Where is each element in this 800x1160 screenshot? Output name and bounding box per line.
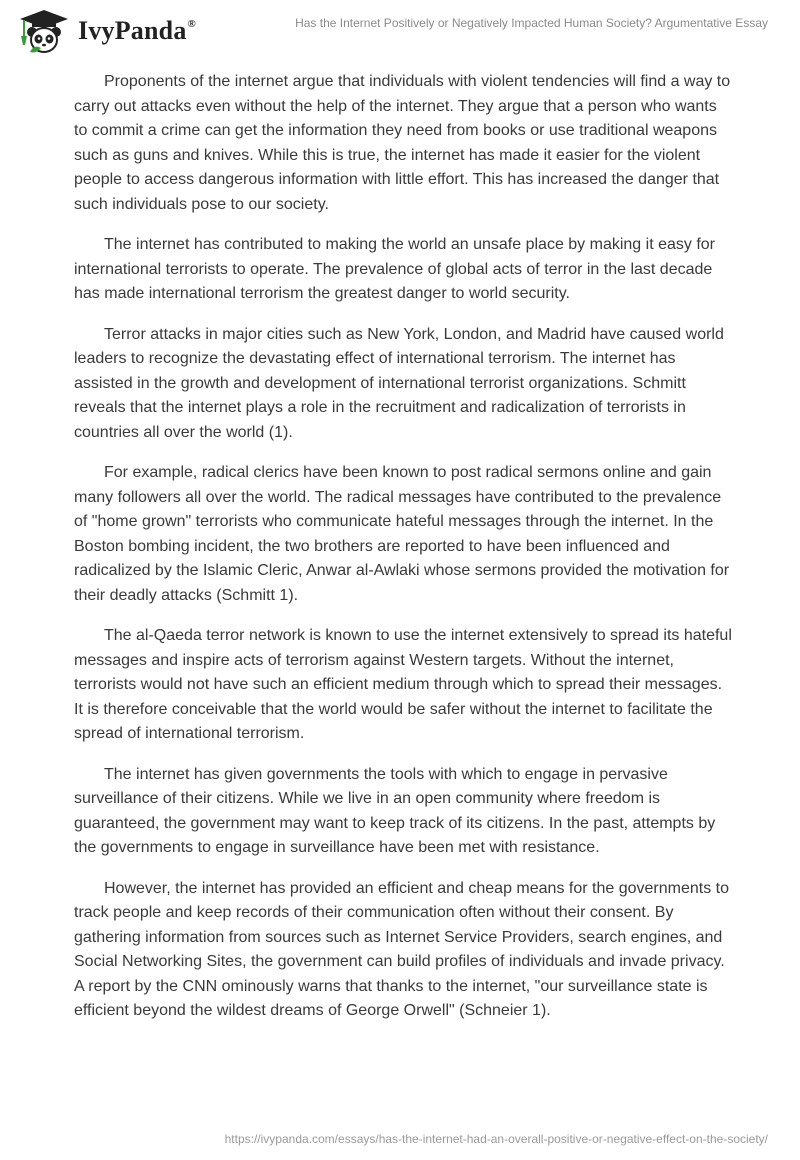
ivypanda-logo[interactable] — [16, 8, 196, 54]
paragraph: Proponents of the internet argue that individuals with violent tendencies will find a way to carry out attacks even without the help of the internet. They argue that a person who wants to commit a crime can get the information they need from books or use traditional weapons such as guns and knives. While this is true, the internet has made it easier for the violent people to access dangerous information with little effort. This has increased the danger that such individuals pose to our society. — [74, 73, 731, 213]
panda-graduate-icon — [16, 8, 72, 54]
registered-mark: ® — [187, 18, 196, 30]
document-title: Has the Internet Positively or Negatively Impacted Human Society? Argumentative Essay — [295, 16, 768, 30]
paragraph: However, the internet has provided an efficient and cheap means for the governments to track people and keep records of their communication often without their consent. By gathering information from sources such as Internet Service Providers, search engines, and Social Networking Sites, the government can build profiles of individuals and invade privacy. A report by the CNN ominously warns that thanks to the internet, "our surveillance state is efficient beyond the wildest dreams of George Orwell" (Schneier 1). — [74, 879, 729, 1019]
paragraph: For example, radical clerics have been known to post radical sermons online and gain many followers all over the world. The radical messages have contributed to the prevalence of "home grown" terrorists who communicate hateful messages through the internet. In the Boston bombing incident, the two brothers are reported to have been influenced and radicalized by the Islamic Cleric, Anwar al-Awlaki whose sermons provided the motivation for their deadly attacks (Schmitt 1). — [74, 464, 730, 604]
source-url[interactable]: https://ivypanda.com/essays/has-the-internet-had-an-overall-positive-or-negative-effect-on-the-society/ — [224, 1132, 768, 1146]
brand-name: IvyPanda® — [78, 16, 196, 45]
paragraph: The al-Qaeda terror network is known to use the internet extensively to spread its hateful messages and inspire acts of terrorism against Western targets. Without the internet, terrorists would not have such an efficient medium through which to spread their messages. It is therefore conceivable that the world would be safer without the internet to facilitate the spread of international terrorism. — [74, 627, 732, 742]
paragraph: The internet has given governments the tools with which to engage in pervasive surveillance of their citizens. While we live in an open community where freedom is guaranteed, the government may want to keep track of its citizens. In the past, attempts by the governments to engage in surveillance have been met with resistance. — [74, 765, 716, 856]
paragraph: Terror attacks in major cities such as New York, London, and Madrid have caused world leaders to recognize the devastating effect of international terrorism. The internet has assisted in the growth and development of international terrorist organizations. Schmitt reveals that the internet plays a role in the recruitment and radicalization of terrorists in countries all over the world (1). — [74, 325, 724, 441]
paragraph: The internet has contributed to making the world an unsafe place by making it easy for international terrorists to operate. The prevalence of global acts of terror in the last decade has made international terrorism the greatest danger to world security. — [74, 236, 716, 302]
essay-body — [74, 70, 734, 1040]
page-header — [0, 0, 800, 62]
